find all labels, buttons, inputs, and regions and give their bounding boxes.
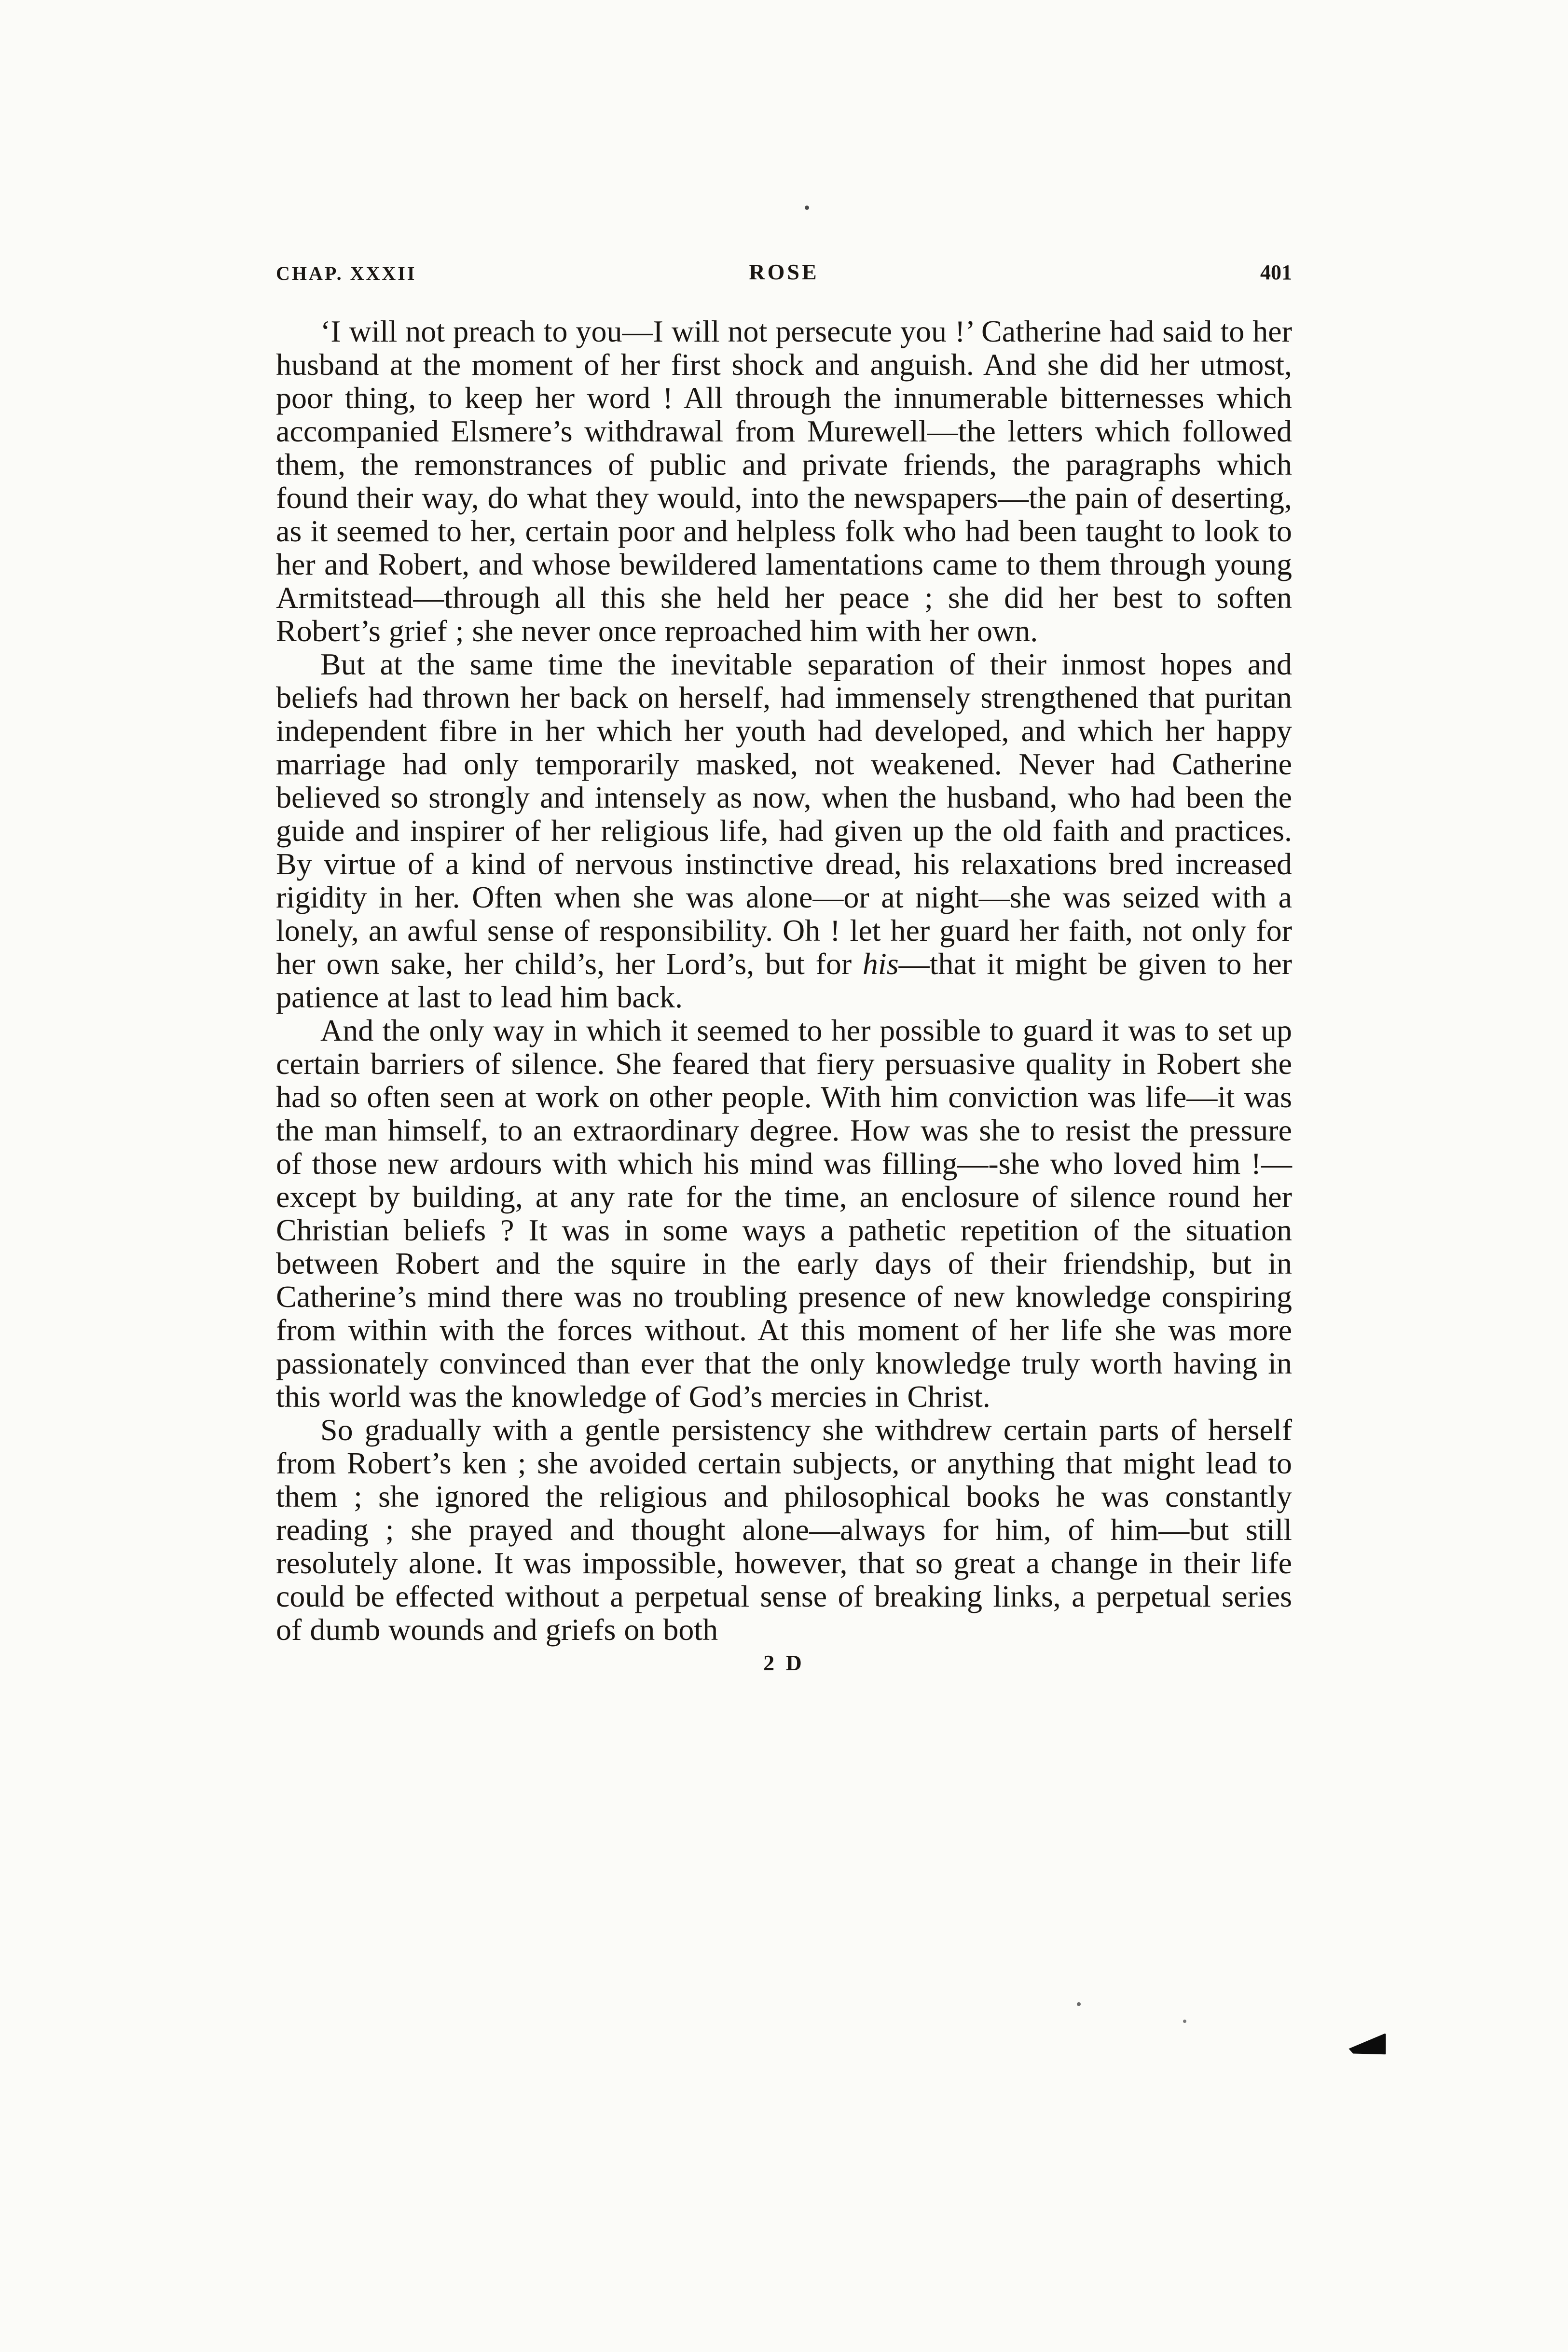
running-title: ROSE [749,260,819,284]
paragraph: ‘I will not preach to you—I will not persecute you !’ Catherine had said to her husband at the moment of her first shock and anguish. And she did her utmost, poor thing, to keep her word ! All through the innumerable bitternesses which accompanied Elsmere’s withdrawal from Murewell—the letters which followed them, the remonstrances of public and private friends, the paragraphs which found their way, do what they would, into the newspapers—the pain of deserting, as it seemed to her, certain poor and helpless folk who had been taught to look to her and Robert, and whose bewildered lamentations came to them through young Armitstead—through all this she held her peace ; she did her best to soften Robert’s grief ; she never once reproached him with her own. [276,314,1292,648]
chapter-label: CHAP. XXXII [276,262,417,284]
scan-speck [1077,2002,1081,2006]
text-column [276,251,1292,1676]
page-number: 401 [1260,261,1292,284]
scan-speck [805,206,809,210]
paragraph: So gradually with a gentle persistency she withdrew certain parts of herself from Robert’s ken ; she avoided certain subjects, or anything that might lead to them ; she ignored the religious and philosophical books he was constantly reading ; she prayed and thought alone—always for him, of him—but still resolutely alone. It was impossible, however, that so great a change in their life could be effected without a perpetual sense of breaking links, a perpetual series of dumb wounds and griefs on both [276,1413,1292,1647]
paragraph: But at the same time the inevitable separation of their inmost hopes and beliefs had thrown her back on herself, had immensely strengthened that puritan independent fibre in her which her youth had developed, and which her happy marriage had only temporarily masked, not weakened. Never had Catherine believed so strongly and intensely as now, when the husband, who had been the guide and inspirer of her religious life, had given up the old faith and practices. By virtue of a kind of nervous instinctive dread, his relaxations bred increased rigidity in her. Often when she was alone—or at night—she was seized with a lonely, an awful sense of responsibility. Oh ! let her guard her faith, not only for her own sake, her child’s, her Lord’s, but for his—that it might be given to her patience at last to lead him back. [276,647,1293,1014]
paragraph: And the only way in which it seemed to her possible to guard it was to set up certain barriers of silence. She feared that fiery persuasive quality in Robert she had so often seen at work on other people. With him conviction was life—it was the man himself, to an extraordinary degree. How was she to resist the pressure of those new ardours with which his mind was filling—-she who loved him !—except by building, at any rate for the time, an enclosure of silence round her Christian beliefs ? It was in some ways a pathetic repetition of the situation between Robert and the squire in the early days of their friendship, but in Catherine’s mind there was no troubling presence of new knowledge conspiring from within with the forces without. At this moment of her life she was more passionately convinced than ever that the only knowledge truly worth having in this world was the knowledge of God’s mercies in Christ. [276,1013,1292,1414]
signature-mark: 2 D [763,1651,805,1675]
paragraph-container [276,315,1292,1646]
scan-speck [1183,2020,1186,2023]
page-header [276,251,1292,285]
page-footer [276,1650,1292,1676]
scan-artifact [1348,2033,1388,2058]
